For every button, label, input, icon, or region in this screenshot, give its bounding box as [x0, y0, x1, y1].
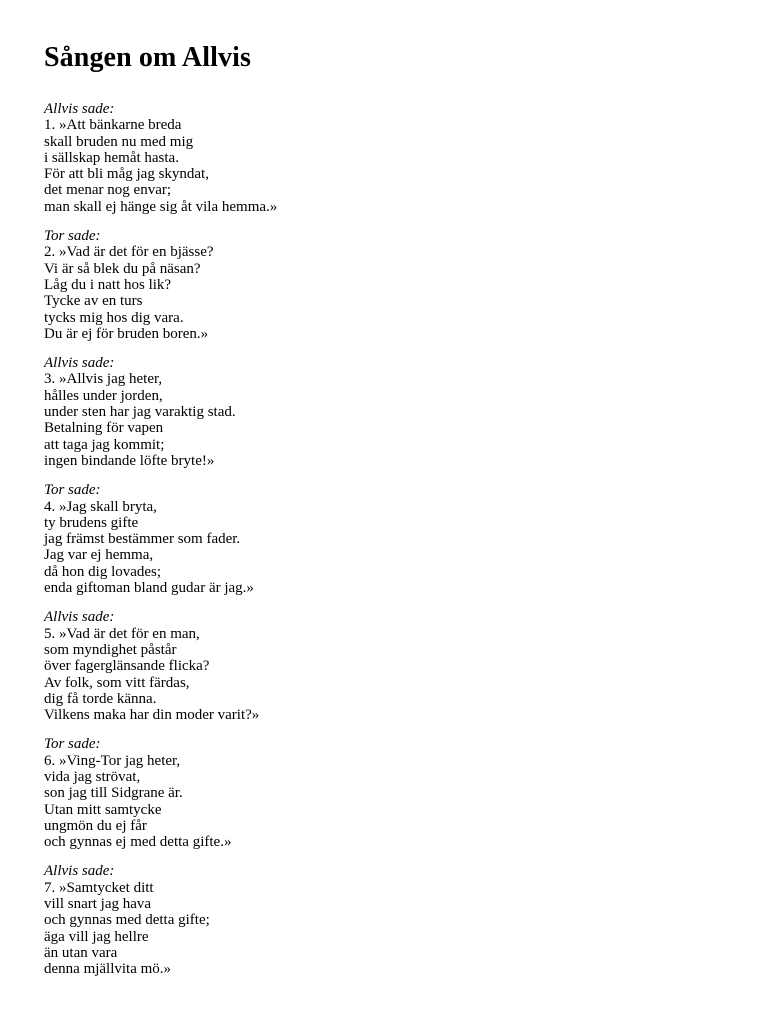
- verse-line: ungmön du ej får: [44, 817, 147, 834]
- verse-line: 1. »Att bänkarne breda: [44, 117, 182, 134]
- verse-line: Du är ej för bruden boren.»: [44, 325, 209, 342]
- verse-line: enda giftoman bland gudar är jag.»: [44, 580, 254, 597]
- verse-line: under sten har jag varaktig stad.: [44, 404, 236, 421]
- verse-line: 5. »Vad är det för en man,: [44, 625, 200, 642]
- verse-line: 2. »Vad är det för en bjässe?: [44, 244, 214, 261]
- stanza: [44, 101, 768, 215]
- stanza: [44, 228, 768, 342]
- verse-line: ty brudens gifte: [44, 514, 139, 531]
- stanza: [44, 609, 768, 723]
- speaker-label: Allvis sade:: [44, 355, 115, 372]
- verse-line: att taga jag kommit;: [44, 436, 165, 453]
- speaker-label: Allvis sade:: [44, 609, 115, 626]
- stanza: [44, 482, 768, 596]
- verse-line: 6. »Ving-Tor jag heter,: [44, 752, 181, 769]
- stanza: [44, 355, 768, 469]
- page-title: Sången om Allvis: [44, 42, 251, 73]
- verse-line: vida jag strövat,: [44, 768, 141, 785]
- speaker-label: Allvis sade:: [44, 101, 115, 117]
- verse-line: skall bruden nu med mig: [44, 133, 194, 150]
- verse-line: jag främst bestämmer som fader.: [44, 531, 241, 548]
- speaker-label: Tor sade:: [44, 736, 101, 753]
- verse-line: än utan vara: [44, 944, 118, 961]
- stanza: [44, 736, 768, 850]
- verse-line: ingen bindande löfte bryte!»: [44, 452, 215, 469]
- verse-line: hålles under jorden,: [44, 387, 163, 404]
- verse-line: dig få torde känna.: [44, 690, 157, 707]
- verse-line: 3. »Allvis jag heter,: [44, 371, 163, 388]
- verse-line: över fagerglänsande flicka?: [44, 658, 210, 675]
- verse-line: då hon dig lovades;: [44, 563, 162, 580]
- verse-line: Tycke av en turs: [44, 293, 143, 310]
- verse-line: 7. »Samtycket ditt: [44, 879, 154, 896]
- speaker-label: Tor sade:: [44, 482, 101, 499]
- verse-line: som myndighet påstår: [44, 641, 177, 658]
- speaker-label: Allvis sade:: [44, 863, 115, 880]
- verse-line: Av folk, som vitt färdas,: [44, 674, 190, 691]
- verse-line: tycks mig hos dig vara.: [44, 309, 184, 326]
- verse-line: i sällskap hemåt hasta.: [44, 149, 179, 166]
- stanza: [44, 863, 768, 977]
- verse-line: det menar nog envar;: [44, 182, 172, 199]
- verse-line: Betalning för vapen: [44, 420, 164, 437]
- verse-line: Vi är så blek du på näsan?: [44, 260, 201, 277]
- verse-line: man skall ej hänge sig åt vila hemma.»: [44, 198, 278, 215]
- verse-line: denna mjällvita mö.»: [44, 961, 172, 978]
- verse-line: vill snart jag hava: [44, 896, 152, 913]
- verse-line: 4. »Jag skall bryta,: [44, 498, 157, 515]
- verse-line: Låg du i natt hos lik?: [44, 276, 172, 293]
- verse-line: Jag var ej hemma,: [44, 547, 154, 564]
- verse-line: Utan mitt samtycke: [44, 801, 162, 818]
- verse-line: Vilkens maka har din moder varit?»: [44, 707, 260, 724]
- verse-line: För att bli måg jag skyndat,: [44, 166, 209, 183]
- verse-line: och gynnas med detta gifte;: [44, 912, 210, 929]
- verse-line: son jag till Sidgrane är.: [44, 785, 183, 802]
- verse-line: äga vill jag hellre: [44, 928, 149, 945]
- speaker-label: Tor sade:: [44, 228, 101, 245]
- verse-line: och gynnas ej med detta gifte.»: [44, 834, 232, 851]
